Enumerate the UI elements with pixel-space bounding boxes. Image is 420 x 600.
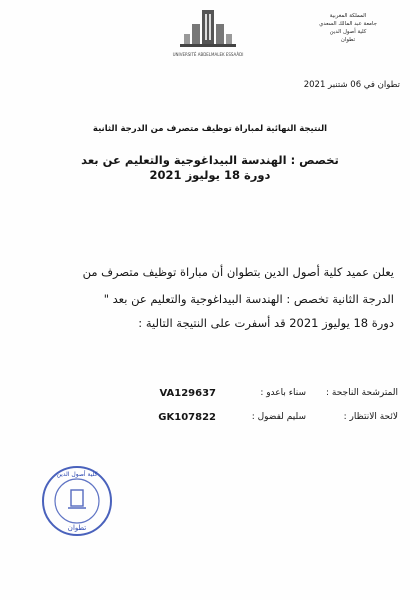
result-label: لائحة الانتظار : (343, 412, 398, 422)
institution-line: المملكة المغربية (329, 13, 367, 19)
logo-caption: UNIVERSITÉ ABDELMALEK ESSAÂDI (172, 52, 244, 57)
specialty-title: تخصص : الهندسة البيداغوجية والتعليم عن بعد (81, 153, 339, 167)
announcement-line: دورة 18 يوليوز 2021 قد أسفرت على النتيجة التالية : (138, 316, 394, 330)
institution-line: جامعة عبد المالك السعدي (319, 21, 377, 27)
candidate-code: GK107822 (158, 412, 216, 423)
document-date: تطوان في 06 شتنبر 2021 (303, 80, 400, 90)
result-row-waiting-list (68, 412, 398, 428)
institution-line: كلية أصول الدين (329, 29, 367, 35)
stamp-text-top: كلية أصول الدين (56, 471, 98, 478)
university-logo (176, 6, 240, 52)
candidate-name: سناء باعدو : (260, 388, 306, 398)
announcement-line: يعلن عميد كلية أصول الدين بتطوان أن مباراة توظيف متصرف من (82, 265, 394, 279)
institution-line: تطوان (340, 37, 356, 43)
session-title: دورة 18 يوليوز 2021 (149, 168, 271, 182)
candidate-code: VA129637 (159, 388, 216, 399)
institution-header (298, 12, 398, 44)
result-row-winner (68, 388, 398, 404)
result-label: المترشحة الناجحة : (326, 388, 398, 398)
candidate-name: سليم لفضول : (251, 412, 306, 422)
announcement-line: الدرجة الثانية تخصص : الهندسة البيداغوجية والتعليم عن بعد " (103, 292, 394, 306)
logo-tower (202, 10, 214, 44)
official-stamp (40, 464, 114, 538)
result-title: النتيجة النهائية لمباراة توظيف متصرف من الدرجة الثانية (92, 124, 328, 134)
stamp-text-bottom: تطوان (67, 524, 87, 532)
